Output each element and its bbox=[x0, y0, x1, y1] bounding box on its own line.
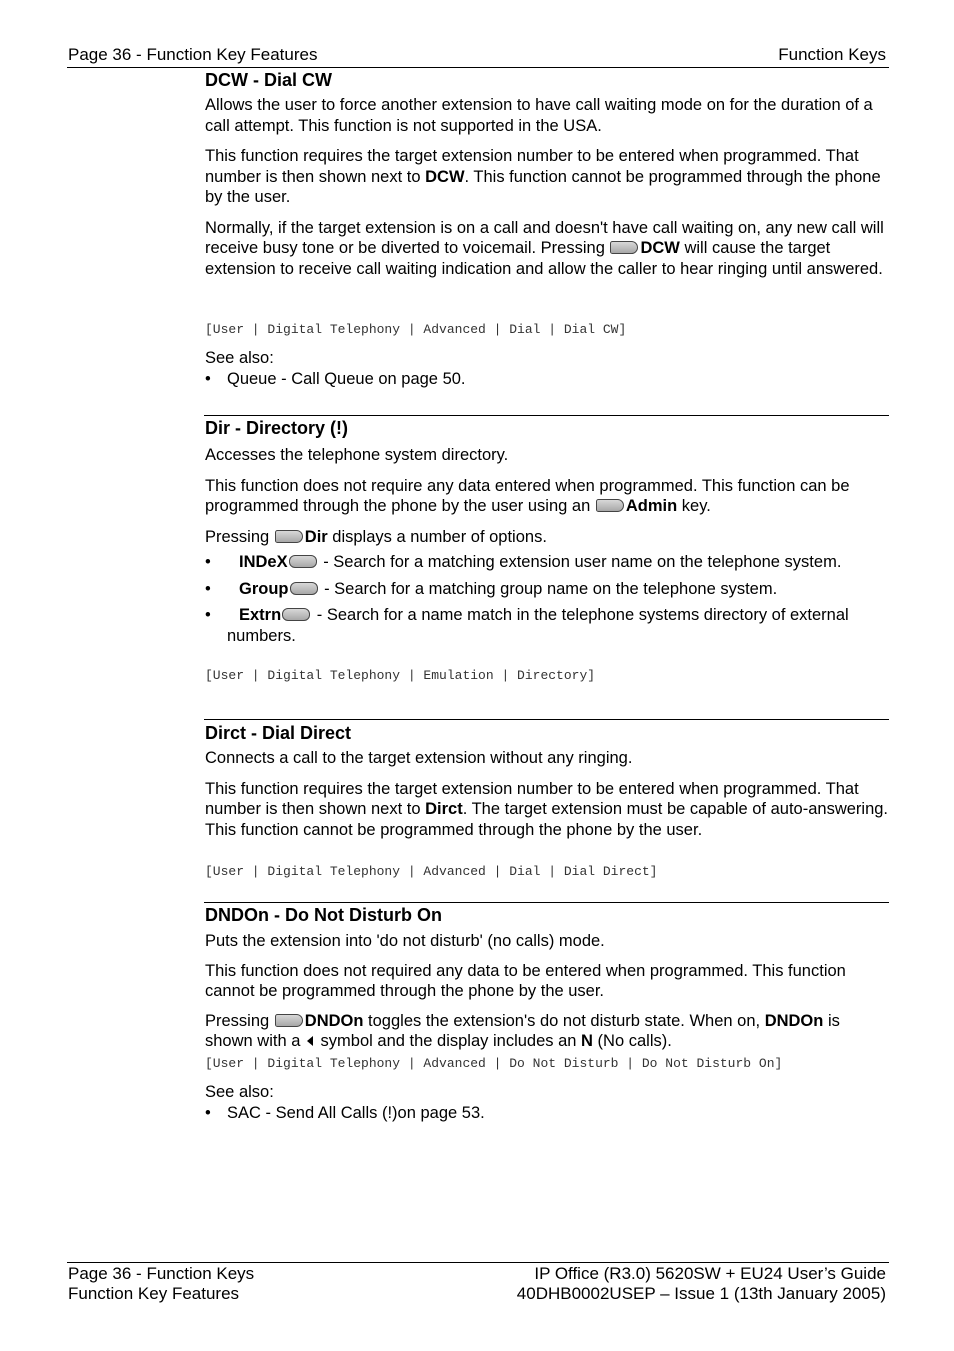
paragraph: Pressing DNDOn toggles the extension's do not disturb state. When on, DNDOn is shown with a symbol and the display includes an N (No calls). bbox=[205, 1011, 840, 1050]
section-title: DNDOn - Do Not Disturb On bbox=[205, 905, 442, 925]
see-also-item: • Queue - Call Queue on page 50. bbox=[205, 369, 466, 388]
section-dndon bbox=[205, 904, 889, 1052]
section-dirct bbox=[205, 722, 889, 840]
paragraph: This function does not required any data to be entered when programmed. This function cannot be programmed through the phone by the user. bbox=[205, 961, 846, 1000]
section-rule bbox=[204, 415, 889, 416]
section-dir bbox=[205, 417, 889, 646]
see-also-item: • SAC - Send All Calls (!)on page 53. bbox=[205, 1103, 485, 1122]
header-left: Page 36 - Function Key Features bbox=[68, 45, 318, 64]
softkey-icon bbox=[290, 582, 318, 595]
header-right: Function Keys bbox=[778, 45, 886, 64]
section-rule bbox=[204, 719, 889, 720]
function-key-icon bbox=[275, 530, 303, 543]
paragraph: Normally, if the target extension is on a call and doesn't have call waiting on, any new call will receive busy tone or be diverted to voicemail. Pressing DCW will cause the target extension to receive call waiting indication and allow the caller to hear ringing until answered. bbox=[205, 218, 884, 278]
function-key-icon bbox=[596, 499, 624, 512]
section-dcw bbox=[205, 69, 889, 279]
see-also-block bbox=[205, 348, 889, 389]
paragraph: This function requires the target extension number to be entered when programmed. That number is then shown next to DCW. This function cannot be programmed through the phone by the user. bbox=[205, 147, 881, 206]
section-rule bbox=[204, 902, 889, 903]
footer-left-line2: Function Key Features bbox=[68, 1284, 240, 1303]
paragraph: Puts the extension into 'do not disturb' (no calls) mode. bbox=[205, 932, 605, 950]
paragraph: This function requires the target extension number to be entered when programmed. That number is then shown next to Dirct. The target extension must be capable of auto-answering. This function cannot be programmed through the phone by the user. bbox=[205, 779, 889, 839]
menu-path: [User | Digital Telephony | Emulation | Directory] bbox=[205, 668, 596, 683]
function-key-icon bbox=[275, 1014, 303, 1027]
paragraph: Accesses the telephone system directory. bbox=[205, 446, 509, 464]
softkey-icon bbox=[282, 608, 310, 621]
see-also-label: See also: bbox=[205, 1083, 274, 1101]
menu-path: [User | Digital Telephony | Advanced | Dial | Dial CW] bbox=[205, 322, 627, 337]
paragraph: Connects a call to the target extension without any ringing. bbox=[205, 749, 633, 767]
function-key-icon bbox=[610, 241, 638, 254]
see-also-block bbox=[205, 1082, 889, 1123]
left-arrow-icon bbox=[307, 1036, 313, 1046]
paragraph: Pressing Dir displays a number of options. bbox=[205, 527, 547, 546]
see-also-label: See also: bbox=[205, 349, 274, 367]
footer-right-line2: 40DHB0002USEP – Issue 1 (13th January 2005) bbox=[516, 1284, 886, 1303]
option-item: • Extrn - Search for a name match in the telephone systems directory of external numbers. bbox=[205, 606, 849, 645]
section-title: Dir - Directory (!) bbox=[205, 418, 349, 438]
footer-right-line1: IP Office (R3.0) 5620SW + EU24 User’s Guide bbox=[534, 1264, 886, 1283]
paragraph: This function does not require any data entered when programmed. This function can be programmed through the phone by the user using an Admin key. bbox=[205, 476, 850, 515]
footer-left-line1: Page 36 - Function Keys bbox=[68, 1264, 255, 1283]
menu-path: [User | Digital Telephony | Advanced | Dial | Dial Direct] bbox=[205, 864, 658, 879]
section-title: Dirct - Dial Direct bbox=[205, 723, 352, 743]
softkey-icon bbox=[289, 555, 317, 568]
option-item: • Group - Search for a matching group name on the telephone system. bbox=[205, 579, 778, 598]
footer-rule bbox=[67, 1262, 889, 1263]
section-title: DCW - Dial CW bbox=[205, 70, 332, 90]
option-item: • INDeX - Search for a matching extension user name on the telephone system. bbox=[205, 553, 842, 571]
paragraph: Allows the user to force another extension to have call waiting mode on for the duration of a call attempt. This function is not supported in the USA. bbox=[205, 96, 873, 135]
menu-path: [User | Digital Telephony | Advanced | Do Not Disturb | Do Not Disturb On] bbox=[205, 1056, 783, 1071]
header-rule bbox=[67, 67, 889, 68]
